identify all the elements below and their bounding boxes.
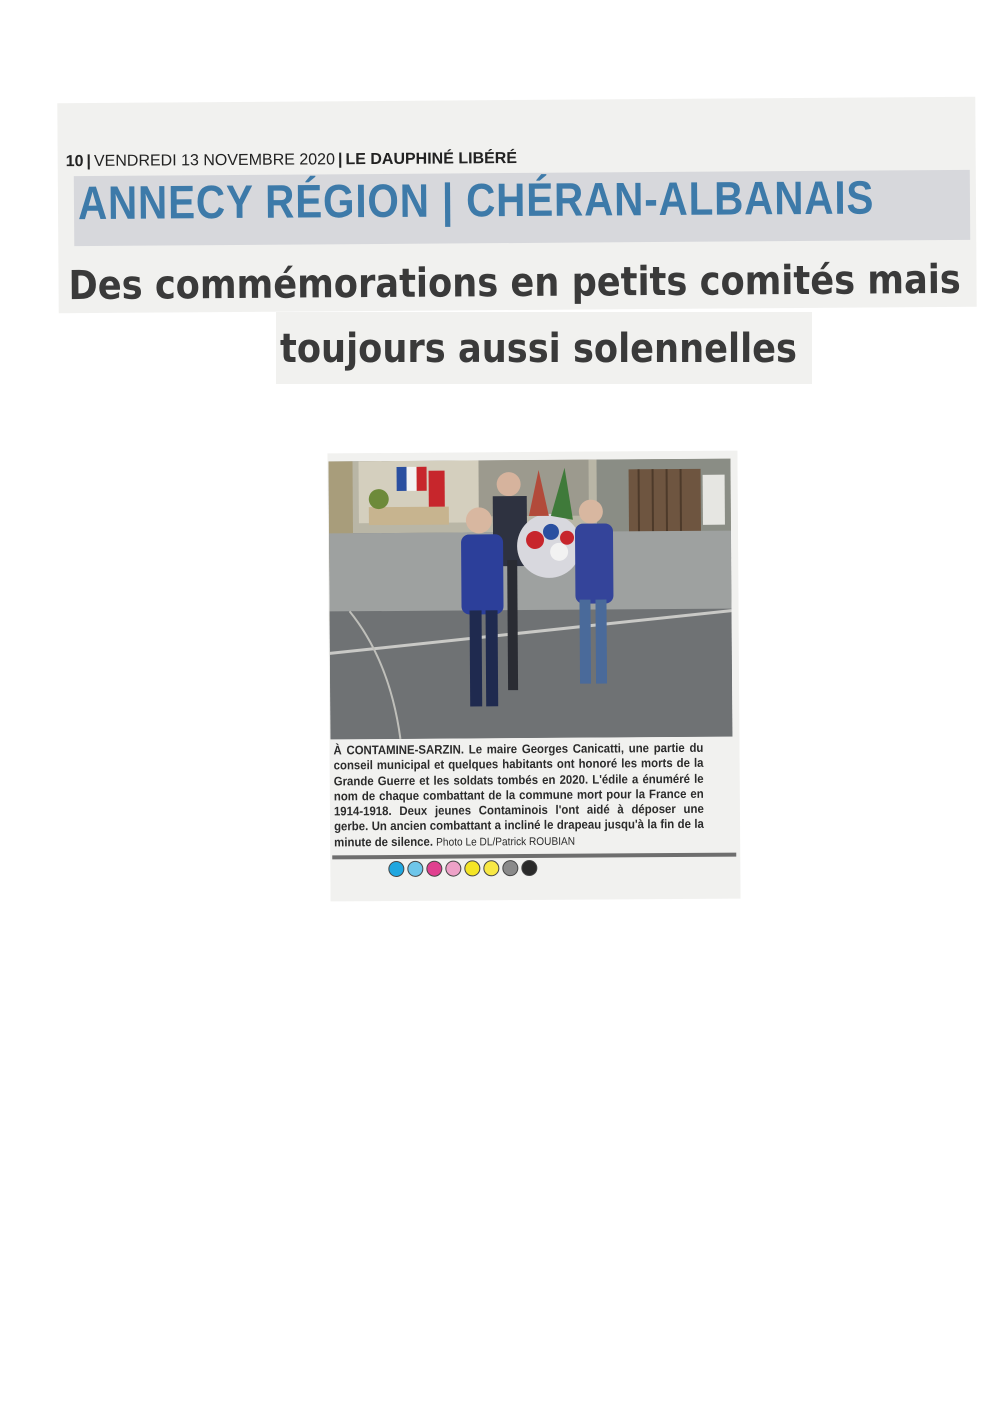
photo-caption	[333, 741, 704, 852]
headline-clipping	[276, 312, 812, 384]
registration-dot	[521, 860, 537, 876]
folio-line	[66, 150, 517, 171]
date: VENDREDI 13 NOVEMBRE 2020	[93, 151, 336, 170]
separator: |	[86, 152, 92, 171]
registration-dot	[407, 861, 423, 877]
registration-marks	[388, 860, 537, 877]
registration-dot	[464, 860, 480, 876]
headline-line-1: Des commémorations en petits comités mais	[68, 256, 961, 310]
caption-text: Le maire Georges Canicatti, une partie du conseil municipal et quelques habitants ont honoré les morts de la Grande Guerre et les soldats tombés en 2020. L'édile a énuméré le nom de chaque combattant de la commune mort pour la France en 1914-1918. Deux jeunes Contaminois l'ont aidé à déposer une gerbe. Un ancien combattant a incliné le drapeau jusqu'à la fin de la minute de silence.	[333, 740, 704, 850]
photo-credit: Photo Le DL/Patrick ROUBIAN	[436, 835, 576, 849]
page-number: 10	[65, 153, 84, 171]
section-separator: |	[441, 173, 455, 227]
ceremony-photo	[328, 459, 732, 740]
section-left: ANNECY RÉGION	[77, 173, 430, 230]
registration-dot	[502, 860, 518, 876]
headline-line-2: toujours aussi solennelles	[280, 326, 797, 372]
newspaper-name: LE DAUPHINÉ LIBÉRÉ	[345, 149, 518, 169]
section-title	[78, 170, 875, 231]
article-clipping	[327, 451, 740, 902]
caption-place: À CONTAMINE-SARZIN.	[333, 742, 465, 758]
registration-dot	[483, 860, 499, 876]
header-clipping	[57, 97, 976, 313]
footer-rule	[332, 853, 736, 860]
registration-dot	[445, 861, 461, 877]
separator: |	[337, 151, 343, 169]
registration-dot	[388, 861, 404, 877]
registration-dot	[426, 861, 442, 877]
section-right: CHÉRAN-ALBANAIS	[465, 170, 875, 227]
